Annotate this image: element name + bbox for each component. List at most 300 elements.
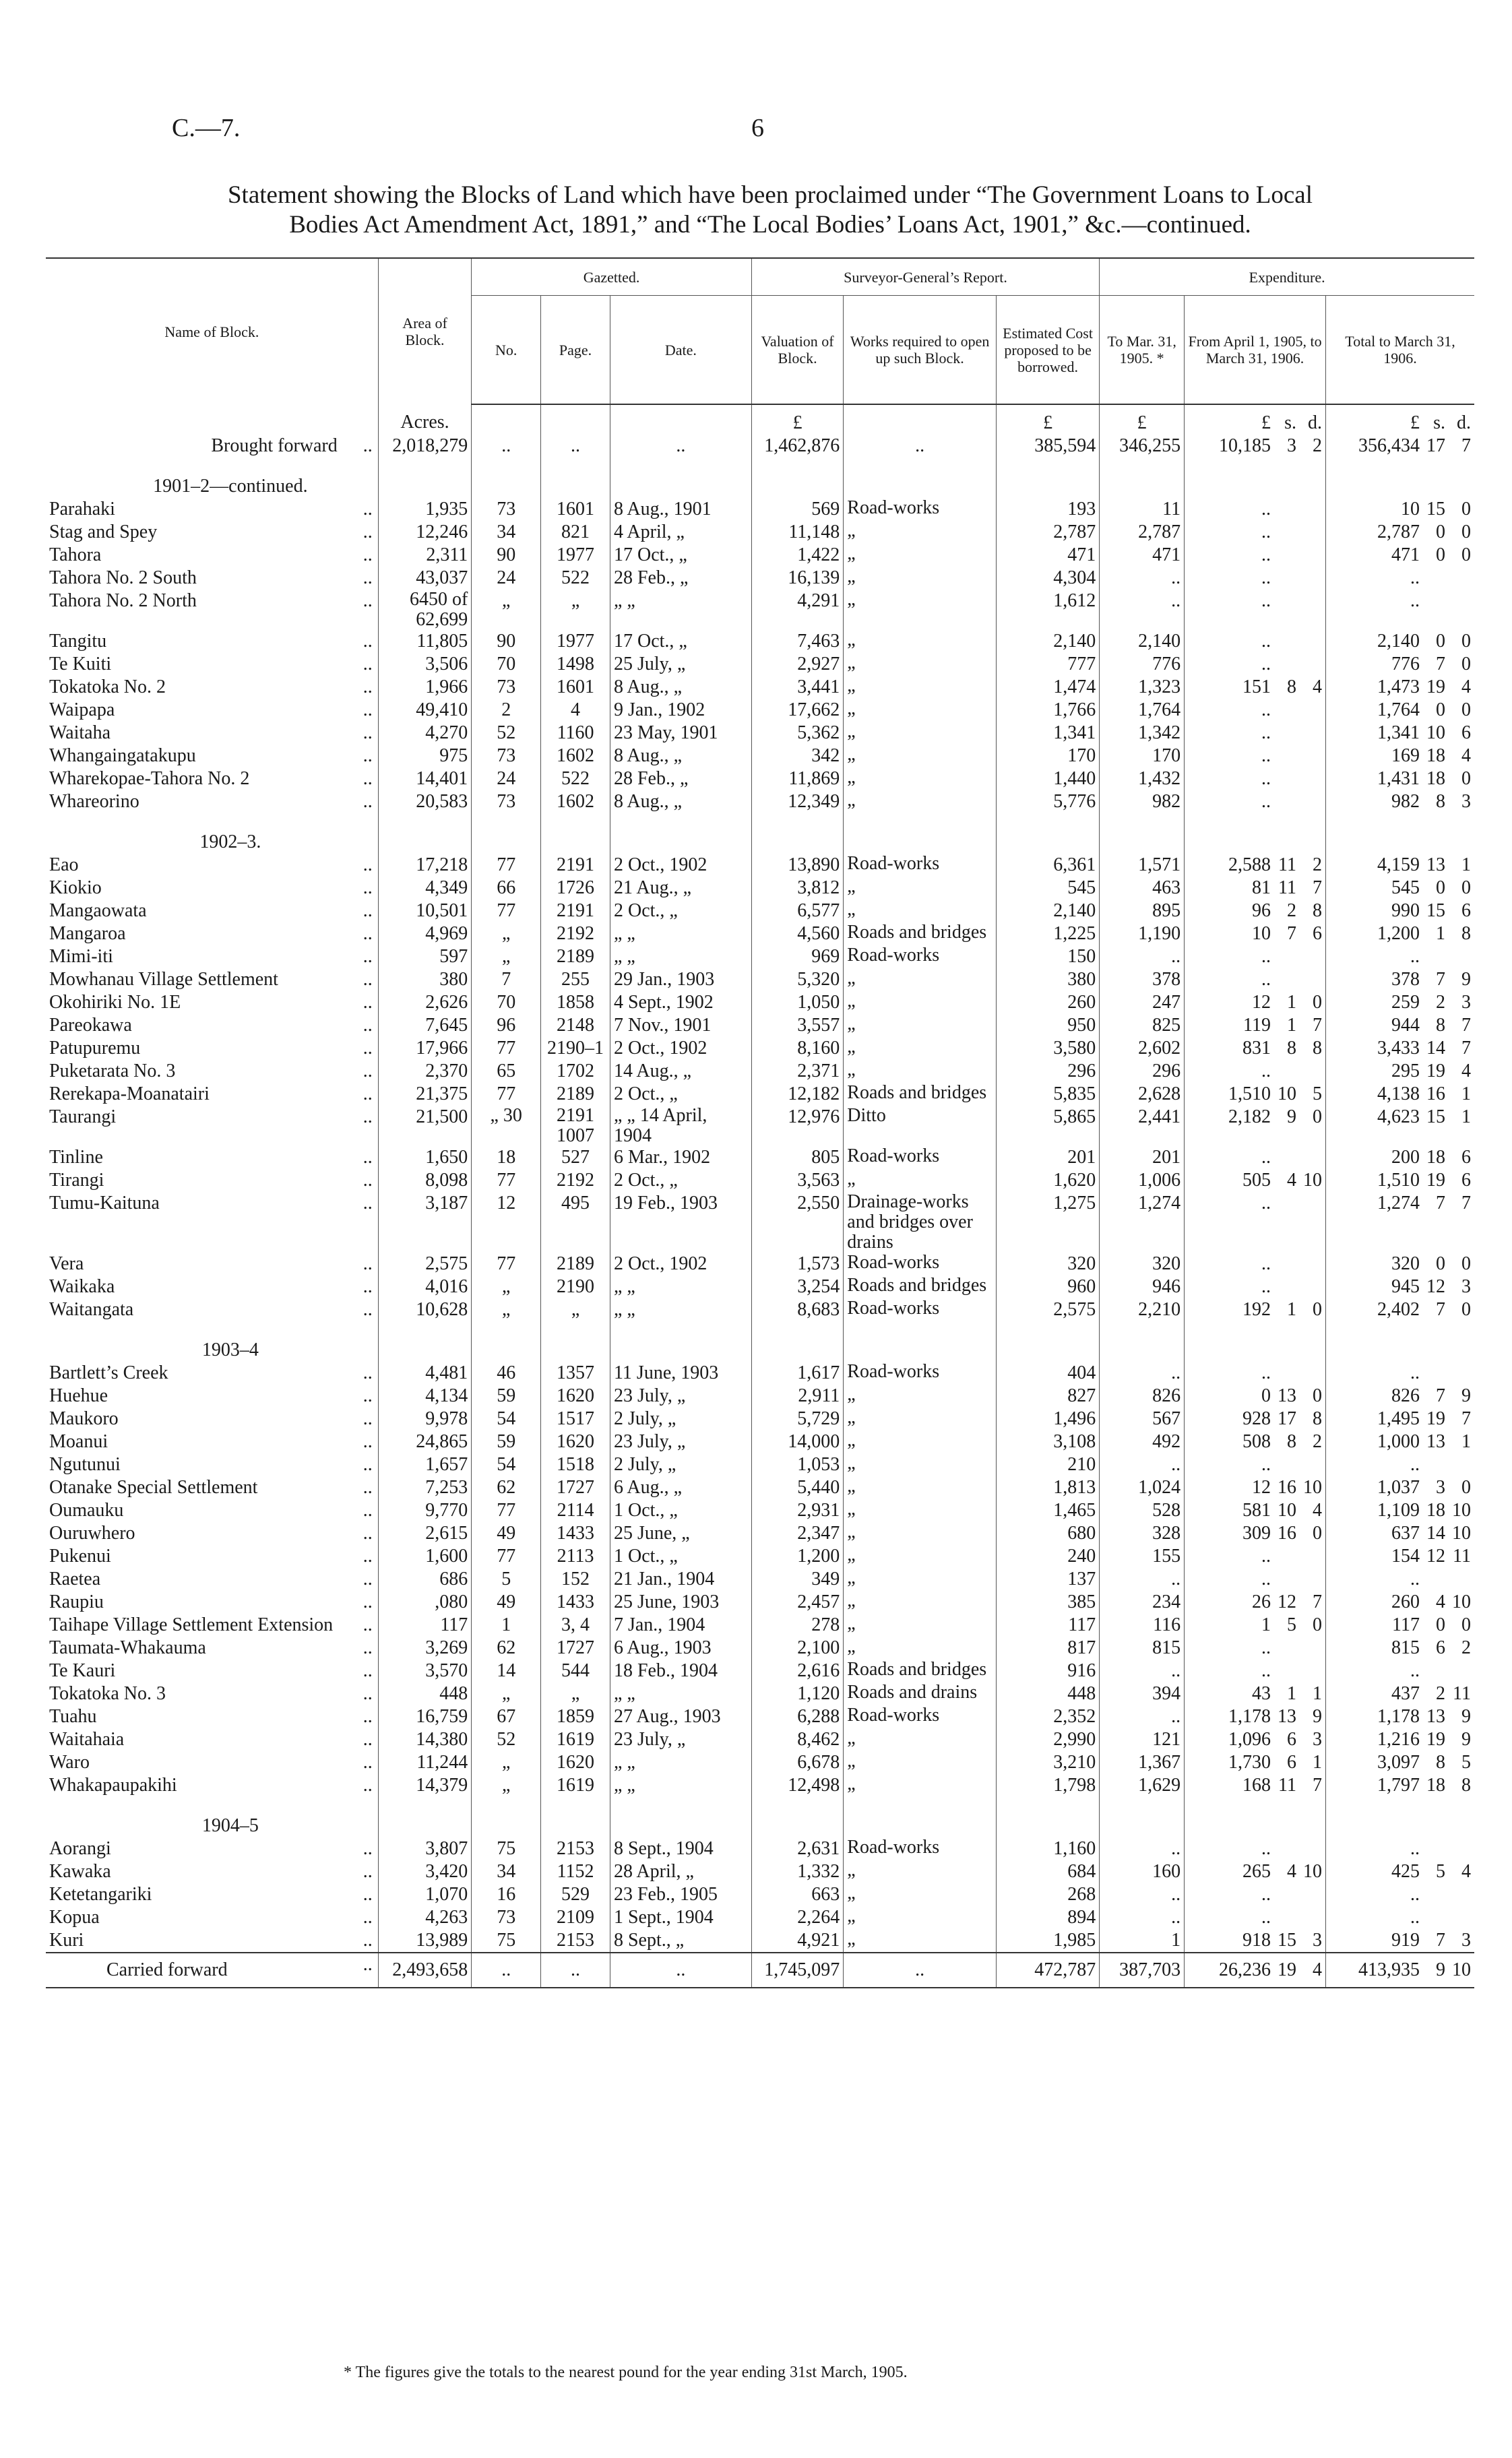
cell-page: 2153 (541, 1929, 610, 1953)
total-l: 944 (1391, 1015, 1420, 1036)
from-apr-l: .. (1261, 768, 1271, 789)
from-apr-s: 8 (1287, 676, 1297, 697)
cell-no: 59 (472, 1430, 541, 1453)
cell-to-mar: 826 (1100, 1385, 1185, 1408)
cell-works: Roads and bridges (844, 1660, 997, 1682)
units-row (46, 404, 1474, 435)
cell-estimated: 1,620 (996, 1169, 1099, 1192)
total-d: 6 (1461, 1170, 1471, 1191)
total-s: 7 (1436, 654, 1445, 674)
cell-estimated: 385 (996, 1591, 1099, 1614)
from-apr-l: 928 (1242, 1408, 1271, 1429)
header-works: Works required to open up such Block. (844, 296, 997, 405)
cell-no: 70 (472, 991, 541, 1014)
cf-valuation: 1,745,097 (751, 1953, 843, 1988)
bf-from-s: 3 (1287, 435, 1297, 456)
total-d: 9 (1461, 1706, 1471, 1727)
cell-works: „ (844, 1614, 997, 1637)
cell-valuation: 805 (751, 1146, 843, 1169)
from-apr-d: 2 (1313, 1431, 1323, 1452)
year-heading: 1903–4 (46, 1321, 378, 1362)
cell-page: 1602 (541, 745, 610, 767)
cell-area: 2,575 (378, 1253, 472, 1275)
cell-area: ,080 (378, 1591, 472, 1614)
total-d: 9 (1461, 1729, 1471, 1750)
from-apr-d: 9 (1313, 1706, 1323, 1727)
total-l: 1,109 (1377, 1500, 1420, 1521)
from-apr-s: 16 (1278, 1523, 1297, 1544)
header-total: Total to March 31, 1906. (1326, 296, 1474, 405)
cell-valuation: 3,812 (751, 877, 843, 900)
cell-valuation: 2,371 (751, 1060, 843, 1083)
from-apr-s: 4 (1287, 1170, 1297, 1191)
cell-estimated: 320 (996, 1253, 1099, 1275)
from-apr-s: 10 (1278, 1500, 1297, 1521)
cell-works: Road-works (844, 945, 997, 968)
total-l: 2,787 (1377, 522, 1420, 542)
cell-no: „ (472, 1298, 541, 1321)
cell-page: 522 (541, 767, 610, 790)
cell-date: 2 July, „ (610, 1408, 751, 1430)
table-row: Raupiu .. ,080 49 1433 25 June, 1903 2,457 „ 385 234 26 12 7 260 4 10 (46, 1591, 1474, 1614)
cell-to-mar: .. (1100, 945, 1185, 968)
table-row: Wharekopae-Tahora No. 2 .. 14,401 24 522 28 Feb., „ 11,869 „ 1,440 1,432 .. 1,431 18 0 (46, 767, 1474, 790)
table-row: Waipapa .. 49,410 2 4 9 Jan., 1902 17,662 „ 1,766 1,764 .. 1,764 0 0 (46, 699, 1474, 722)
total-l: .. (1410, 1884, 1420, 1905)
total-d: 0 (1461, 1253, 1471, 1274)
cell-date: 23 July, „ (610, 1385, 751, 1408)
cell-area: 2,370 (378, 1060, 472, 1083)
table-row: Mowhanau Village Settlement .. 380 7 255 29 Jan., 1903 5,320 „ 380 378 .. 378 7 9 (46, 968, 1474, 991)
total-s: 8 (1436, 1015, 1445, 1036)
cell-works: „ (844, 1385, 997, 1408)
total-l: 437 (1391, 1683, 1420, 1704)
cell-estimated: 1,341 (996, 722, 1099, 745)
cell-page: 1602 (541, 790, 610, 813)
from-apr-s: 5 (1287, 1614, 1297, 1635)
cell-no: 7 (472, 968, 541, 991)
unit-to-mar: £ (1100, 404, 1185, 435)
cell-estimated: 1,275 (996, 1192, 1099, 1253)
bf-total-d: 7 (1461, 435, 1471, 456)
table-row: Patupuremu .. 17,966 77 2190–1 2 Oct., 1902 8,160 „ 3,580 2,602 831 8 8 3,433 14 7 (46, 1037, 1474, 1060)
unit-from-l: £ (1261, 412, 1271, 433)
cell-area: 13,989 (378, 1929, 472, 1953)
cell-works: „ (844, 790, 997, 813)
cell-page: 1433 (541, 1522, 610, 1545)
cell-no: 90 (472, 630, 541, 653)
from-apr-l: 1,730 (1228, 1752, 1271, 1773)
cell-page: 2189 (541, 1083, 610, 1106)
table-row: Tumu-Kaituna .. 3,187 12 495 19 Feb., 1903 2,550 Drainage-works and bridges over drains 1,275 1,274 .. 1,274 7 7 (46, 1192, 1474, 1253)
cell-page: 2192 (541, 922, 610, 945)
cell-no: 96 (472, 1014, 541, 1037)
cell-area: 14,380 (378, 1728, 472, 1751)
cell-valuation: 1,050 (751, 991, 843, 1014)
cell-page: 2109 (541, 1906, 610, 1929)
cell-to-mar: 121 (1100, 1728, 1185, 1751)
from-apr-s: 1 (1287, 1015, 1297, 1036)
block-name: Moanui (49, 1431, 108, 1452)
block-name: Raupiu (49, 1592, 104, 1612)
total-l: 1,495 (1377, 1408, 1420, 1429)
from-apr-l: .. (1261, 654, 1271, 674)
cell-valuation: 2,264 (751, 1906, 843, 1929)
cell-area: 3,420 (378, 1860, 472, 1883)
from-apr-d: 1 (1313, 1752, 1323, 1773)
cell-area: 448 (378, 1682, 472, 1705)
cell-no: 90 (472, 544, 541, 567)
from-apr-d: 1 (1313, 1683, 1323, 1704)
cell-estimated: 545 (996, 877, 1099, 900)
table-row: Rerekapa-Moanatairi .. 21,375 77 2189 2 Oct., „ 12,182 Roads and bridges 5,835 2,628 1,510 10 5 4,138 16 1 (46, 1083, 1474, 1106)
cell-date: 7 Nov., 1901 (610, 1014, 751, 1037)
block-name: Maukoro (49, 1408, 119, 1429)
cell-works: „ (844, 1499, 997, 1522)
from-apr-s: 4 (1287, 1861, 1297, 1882)
cell-works: „ (844, 1591, 997, 1614)
table-row: Mangaroa .. 4,969 „ 2192 „ „ 4,560 Roads and bridges 1,225 1,190 10 7 6 1,200 1 8 (46, 922, 1474, 945)
year-heading-row (46, 1321, 1474, 1362)
table-row: Tinline .. 1,650 18 527 6 Mar., 1902 805 Road-works 201 201 .. 200 18 6 (46, 1146, 1474, 1169)
cell-works: „ (844, 1929, 997, 1953)
cell-area: 686 (378, 1568, 472, 1591)
from-apr-d: 0 (1313, 992, 1323, 1013)
block-name: Tangitu (49, 631, 107, 652)
table-row: Te Kauri .. 3,570 14 544 18 Feb., 1904 2,616 Roads and bridges 916 .. .. .. (46, 1660, 1474, 1682)
cell-area: 12,246 (378, 521, 472, 544)
from-apr-d: 7 (1313, 1592, 1323, 1612)
cell-to-mar: 946 (1100, 1275, 1185, 1298)
cell-to-mar: .. (1100, 1906, 1185, 1929)
total-s: 19 (1426, 676, 1445, 697)
total-s: 0 (1436, 1253, 1445, 1274)
cell-no: 73 (472, 1906, 541, 1929)
total-d: 4 (1461, 1061, 1471, 1081)
cell-area: 1,650 (378, 1146, 472, 1169)
cell-valuation: 2,457 (751, 1591, 843, 1614)
from-apr-l: .. (1261, 522, 1271, 542)
from-apr-d: 10 (1303, 1477, 1323, 1498)
cell-area: 4,969 (378, 922, 472, 945)
cell-estimated: 1,465 (996, 1499, 1099, 1522)
cf-estimated: 472,787 (996, 1953, 1099, 1988)
table-row: Kawaka .. 3,420 34 1152 28 April, „ 1,332 „ 684 160 265 4 10 425 5 4 (46, 1860, 1474, 1883)
total-l: 637 (1391, 1523, 1420, 1544)
total-l: .. (1410, 567, 1420, 588)
blocks-table-container (46, 257, 1474, 1988)
from-apr-l: 1,096 (1228, 1729, 1271, 1750)
total-l: 2,140 (1377, 631, 1420, 652)
from-apr-s: 8 (1287, 1431, 1297, 1452)
cell-valuation: 12,976 (751, 1106, 843, 1146)
from-apr-l: 43 (1252, 1683, 1271, 1704)
total-l: .. (1410, 1838, 1420, 1859)
cell-page: 1152 (541, 1860, 610, 1883)
table-row: Aorangi .. 3,807 75 2153 8 Sept., 1904 2,631 Road-works 1,160 .. .. .. (46, 1837, 1474, 1860)
cell-works: „ (844, 991, 997, 1014)
total-s: 6 (1436, 1637, 1445, 1658)
cell-area: 1,657 (378, 1453, 472, 1476)
cell-valuation: 1,053 (751, 1453, 843, 1476)
cell-no: 77 (472, 854, 541, 877)
table-row: Parahaki .. 1,935 73 1601 8 Aug., 1901 569 Road-works 193 11 .. 10 15 0 (46, 498, 1474, 521)
total-d: 3 (1461, 791, 1471, 812)
cell-date: „ „ 14 April, 1904 (610, 1106, 751, 1146)
cell-to-mar: 2,787 (1100, 521, 1185, 544)
cell-to-mar: 492 (1100, 1430, 1185, 1453)
table-row: Kopua .. 4,263 73 2109 1 Sept., 1904 2,264 „ 894 .. .. .. (46, 1906, 1474, 1929)
cell-page: 1433 (541, 1591, 610, 1614)
cell-valuation: 12,182 (751, 1083, 843, 1106)
bf-total-l: 356,434 (1358, 435, 1420, 456)
cell-area: 9,770 (378, 1499, 472, 1522)
total-s: 8 (1436, 1752, 1445, 1773)
cell-page: 2191 (541, 900, 610, 922)
cell-page: 527 (541, 1146, 610, 1169)
from-apr-l: .. (1261, 590, 1271, 611)
cell-valuation: 2,616 (751, 1660, 843, 1682)
cell-area: 20,583 (378, 790, 472, 813)
year-heading-row (46, 458, 1474, 498)
table-row: Pukenui .. 1,600 77 2113 1 Oct., „ 1,200 „ 240 155 .. 154 12 11 (46, 1545, 1474, 1568)
cell-page: „ (541, 1682, 610, 1705)
table-row: Waitahaia .. 14,380 52 1619 23 July, „ 8,462 „ 2,990 121 1,096 6 3 1,216 19 9 (46, 1728, 1474, 1751)
from-apr-l: .. (1261, 1454, 1271, 1475)
block-name: Aorangi (49, 1838, 111, 1859)
total-s: 0 (1436, 544, 1445, 565)
from-apr-l: 26 (1252, 1592, 1271, 1612)
from-apr-l: .. (1261, 1838, 1271, 1859)
cell-valuation: 6,288 (751, 1705, 843, 1728)
from-apr-l: 508 (1242, 1431, 1271, 1452)
total-s: 3 (1436, 1477, 1445, 1498)
cell-to-mar: 2,210 (1100, 1298, 1185, 1321)
cell-date: 8 Aug., „ (610, 790, 751, 813)
title-line-1: Statement showing the Blocks of Land which have been proclaimed under “The Government Loans to Local (227, 181, 1313, 209)
cell-to-mar: 170 (1100, 745, 1185, 767)
unit-from-d: d. (1308, 412, 1323, 433)
table-row: Bartlett’s Creek .. 4,481 46 1357 11 June, 1903 1,617 Road-works 404 .. .. .. (46, 1362, 1474, 1385)
cell-area: 8,098 (378, 1169, 472, 1192)
cell-date: 8 Aug., „ (610, 676, 751, 699)
total-d: 8 (1461, 1775, 1471, 1796)
brought-forward-row: Brought forward .. 2,018,279 .. .. .. 1,462,876 .. 385,594 346,255 10,185 3 2 356,434 17 7 (46, 435, 1474, 458)
table-row: Raetea .. 686 5 152 21 Jan., 1904 349 „ 137 .. .. .. (46, 1568, 1474, 1591)
cell-page: 1726 (541, 877, 610, 900)
cell-area: 3,269 (378, 1637, 472, 1660)
cell-date: 11 June, 1903 (610, 1362, 751, 1385)
cell-estimated: 2,575 (996, 1298, 1099, 1321)
from-apr-l: .. (1261, 1637, 1271, 1658)
total-s: 19 (1426, 1170, 1445, 1191)
total-s: 12 (1426, 1546, 1445, 1567)
from-apr-l: .. (1261, 946, 1271, 967)
cell-area: 21,500 (378, 1106, 472, 1146)
cell-valuation: 3,563 (751, 1169, 843, 1192)
total-l: 945 (1391, 1276, 1420, 1297)
total-d: 0 (1461, 1299, 1471, 1320)
cell-page: 2191 1007 (541, 1106, 610, 1146)
cell-works: „ (844, 1728, 997, 1751)
block-name: Oumauku (49, 1500, 124, 1521)
cell-to-mar: 982 (1100, 790, 1185, 813)
total-l: 1,797 (1377, 1775, 1420, 1796)
cell-works: „ (844, 745, 997, 767)
from-apr-d: 0 (1313, 1523, 1323, 1544)
table-row: Tahora No. 2 North .. 6450 of 62,699 „ „ „ „ 4,291 „ 1,612 .. .. .. (46, 590, 1474, 630)
block-name: Otanake Special Settlement (49, 1477, 258, 1498)
cell-to-mar: .. (1100, 1362, 1185, 1385)
cell-estimated: 5,865 (996, 1106, 1099, 1146)
cell-date: 8 Sept., „ (610, 1929, 751, 1953)
from-apr-s: 15 (1278, 1930, 1297, 1951)
cell-date: 1 Oct., „ (610, 1545, 751, 1568)
cell-valuation: 2,631 (751, 1837, 843, 1860)
cell-works: Drainage-works and bridges over drains (844, 1192, 997, 1253)
cell-date: 21 Jan., 1904 (610, 1568, 751, 1591)
block-name: Mangaowata (49, 900, 147, 921)
block-name: Ngutunui (49, 1454, 121, 1475)
cell-works: Road-works (844, 1837, 997, 1860)
block-name: Rerekapa-Moanatairi (49, 1083, 210, 1104)
cell-date: „ „ (610, 945, 751, 968)
cell-valuation: 349 (751, 1568, 843, 1591)
cell-estimated: 2,990 (996, 1728, 1099, 1751)
cell-to-mar: 1 (1100, 1929, 1185, 1953)
from-apr-d: 7 (1313, 877, 1323, 898)
cell-to-mar: 1,024 (1100, 1476, 1185, 1499)
cell-to-mar: 528 (1100, 1499, 1185, 1522)
from-apr-s: 6 (1287, 1729, 1297, 1750)
cell-valuation: 6,678 (751, 1751, 843, 1774)
cell-estimated: 4,304 (996, 567, 1099, 590)
cell-date: 4 Sept., 1902 (610, 991, 751, 1014)
cell-valuation: 12,498 (751, 1774, 843, 1797)
from-apr-d: 7 (1313, 1015, 1323, 1036)
total-s: 10 (1426, 722, 1445, 743)
cell-no: 49 (472, 1522, 541, 1545)
cell-to-mar: 394 (1100, 1682, 1185, 1705)
cell-estimated: 3,210 (996, 1751, 1099, 1774)
from-apr-s: 7 (1287, 923, 1297, 944)
from-apr-s: 11 (1278, 1775, 1297, 1796)
total-d: 1 (1461, 1431, 1471, 1452)
page-number: 6 (751, 114, 764, 142)
cell-no: „ (472, 1774, 541, 1797)
cell-no: 18 (472, 1146, 541, 1169)
from-apr-l: .. (1261, 1660, 1271, 1681)
cell-no: 34 (472, 521, 541, 544)
cell-valuation: 278 (751, 1614, 843, 1637)
block-name: Kuri (49, 1930, 84, 1951)
cell-no: „ (472, 1682, 541, 1705)
cell-no: 49 (472, 1591, 541, 1614)
cell-no: 73 (472, 676, 541, 699)
total-l: 815 (1391, 1637, 1420, 1658)
from-apr-s: 8 (1287, 1038, 1297, 1059)
total-s: 7 (1436, 1193, 1445, 1214)
cell-page: 522 (541, 567, 610, 590)
cell-estimated: 380 (996, 968, 1099, 991)
total-l: .. (1410, 1660, 1420, 1681)
total-l: .. (1410, 1569, 1420, 1589)
cell-valuation: 4,291 (751, 590, 843, 630)
total-d: 6 (1461, 1147, 1471, 1168)
cell-to-mar: 1,274 (1100, 1192, 1185, 1253)
cell-area: 597 (378, 945, 472, 968)
total-d: 10 (1452, 1592, 1471, 1612)
table-row: Maukoro .. 9,978 54 1517 2 July, „ 5,729 „ 1,496 567 928 17 8 1,495 19 7 (46, 1408, 1474, 1430)
cell-valuation: 5,320 (751, 968, 843, 991)
cell-valuation: 2,931 (751, 1499, 843, 1522)
cell-date: „ „ (610, 1682, 751, 1705)
from-apr-d: 0 (1313, 1614, 1323, 1635)
cell-page: 2148 (541, 1014, 610, 1037)
total-d: 9 (1461, 969, 1471, 990)
total-s: 5 (1436, 1861, 1445, 1882)
total-l: 4,159 (1377, 854, 1420, 875)
cell-estimated: 6,361 (996, 854, 1099, 877)
cell-page: 1517 (541, 1408, 610, 1430)
cell-valuation: 1,573 (751, 1253, 843, 1275)
cell-no: 66 (472, 877, 541, 900)
cell-page: 4 (541, 699, 610, 722)
table-row: Tokatoka No. 3 .. 448 „ „ „ „ 1,120 Roads and drains 448 394 43 1 1 437 2 11 (46, 1682, 1474, 1705)
total-l: .. (1410, 1907, 1420, 1928)
total-d: 0 (1461, 631, 1471, 652)
cell-estimated: 2,787 (996, 521, 1099, 544)
from-apr-l: 192 (1242, 1299, 1271, 1320)
cell-page: 1727 (541, 1476, 610, 1499)
cell-page: 2189 (541, 1253, 610, 1275)
table-row: Mimi-iti .. 597 „ 2189 „ „ 969 Road-works 150 .. .. .. (46, 945, 1474, 968)
from-apr-l: .. (1261, 499, 1271, 519)
table-row: Taumata-Whakauma .. 3,269 62 1727 6 Aug., 1903 2,100 „ 817 815 .. 815 6 2 (46, 1637, 1474, 1660)
total-s: 16 (1426, 1083, 1445, 1104)
total-s: 0 (1436, 699, 1445, 720)
table-row: Huehue .. 4,134 59 1620 23 July, „ 2,911 „ 827 826 0 13 0 826 7 9 (46, 1385, 1474, 1408)
total-s: 14 (1426, 1523, 1445, 1544)
cell-estimated: 950 (996, 1014, 1099, 1037)
cell-page: 152 (541, 1568, 610, 1591)
total-s: 19 (1426, 1061, 1445, 1081)
table-row: Mangaowata .. 10,501 77 2191 2 Oct., „ 6,577 „ 2,140 895 96 2 8 990 15 6 (46, 900, 1474, 922)
cell-no: 77 (472, 900, 541, 922)
total-d: 10 (1452, 1523, 1471, 1544)
total-d: 0 (1461, 699, 1471, 720)
block-name: Te Kauri (49, 1660, 116, 1681)
from-apr-l: 265 (1242, 1861, 1271, 1882)
cell-area: 11,805 (378, 630, 472, 653)
cell-page: 1727 (541, 1637, 610, 1660)
cell-to-mar: .. (1100, 1660, 1185, 1682)
total-s: 7 (1436, 969, 1445, 990)
cell-area: 3,570 (378, 1660, 472, 1682)
cell-date: 17 Oct., „ (610, 630, 751, 653)
cell-area: 24,865 (378, 1430, 472, 1453)
from-apr-l: 96 (1252, 900, 1271, 921)
cell-date: 25 June, 1903 (610, 1591, 751, 1614)
total-s: 7 (1436, 1299, 1445, 1320)
total-l: 776 (1391, 654, 1420, 674)
table-row: Eao .. 17,218 77 2191 2 Oct., 1902 13,890 Road-works 6,361 1,571 2,588 11 2 4,159 13 1 (46, 854, 1474, 877)
carried-forward-row: Carried forward .. 2,493,658 .. .. .. 1,745,097 .. 472,787 387,703 26,236 19 4 413,935 9 10 (46, 1953, 1474, 1988)
from-apr-l: 168 (1242, 1775, 1271, 1796)
from-apr-l: 0 (1261, 1385, 1271, 1406)
cell-estimated: 916 (996, 1660, 1099, 1682)
block-name: Tahora No. 2 South (49, 567, 197, 588)
